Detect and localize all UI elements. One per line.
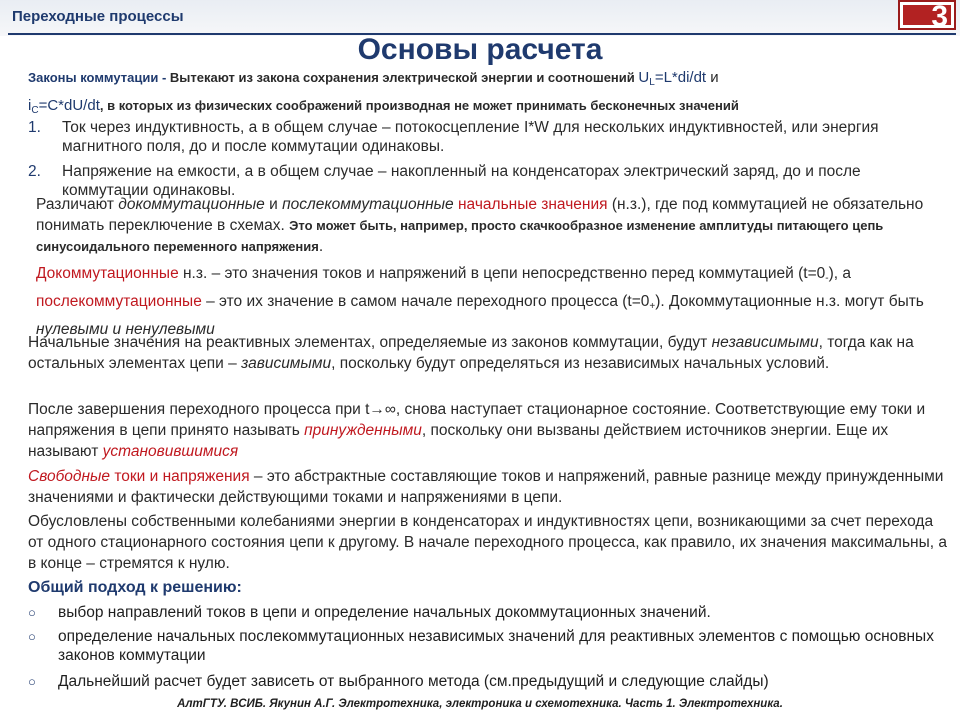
list-item: ○ выбор направлений токов в цепи и определение начальных докоммутационных значений. [28, 604, 711, 621]
list-item: ○ Дальнейший расчет будет зависеть от выбранного метода (см.предыдущий и следующие слайды) [28, 673, 769, 690]
paragraph-free-components: Свободные токи и напряжения – это абстрактные составляющие токов и напряжений, равные разнице между принужденными значениями и фактически действующими токами и напряжениями в цепи. [28, 468, 944, 506]
bullet-icon: ○ [28, 629, 36, 644]
slide-title: Основы расчета [357, 33, 603, 66]
laws-paragraph: Законы коммутации - Вытекают из закона сохранения электрической энергии и соотношений $U_L=L*di/dt$ и $i_C=C*dU/dt$, в которых из физических соображений производная не может принимать бесконечных значений [28, 69, 739, 116]
list-number: 2. [28, 163, 41, 180]
slide-number: 3 [931, 0, 948, 33]
approach-heading: Общий подход к решению: [28, 579, 242, 596]
list-number: 1. [28, 119, 41, 136]
bullet-icon: ○ [28, 605, 36, 620]
laws-term: Законы коммутации [28, 70, 159, 85]
footer: АлтГТУ. ВСИБ. Якунин А.Г. Электротехника, электроника и схемотехника. Часть 1. Электротехника. [177, 698, 783, 710]
list-item: ○ определение начальных послекоммутационных независимых значений для реактивных элементов с помощью основных законов коммутации [28, 628, 934, 664]
list-text: Ток через индуктивность, а в общем случае – потокосцепление I*W для нескольких индуктивностей, или энергия магнитного поля, до и после коммутации одинаковы. [62, 119, 879, 155]
slide-number-badge [898, 0, 956, 33]
bullet-icon: ○ [28, 674, 36, 689]
list-text: Напряжение на емкости, а в общем случае – накопленный на конденсаторах электрический заряд, до и после коммутации одинаковы. [62, 163, 861, 199]
paragraph-oscillations: Обусловлены собственными колебаниями энергии в конденсаторах и индуктивностях цепи, возникающими за счет перехода от одного стационарного состояния цепи к другому. В начале переходного процесса, как правило, их значения максимальны, а в конце – стремятся к нулю. [28, 513, 947, 572]
section-title: Переходные процессы [12, 8, 184, 25]
list-item [28, 118, 930, 158]
paragraph-pre-post: Докоммутационные н.з. – это значения токов и напряжений в цепи непосредственно перед коммутацией $(t=0_-)$, а послекоммутационные – это их значение в самом начале переходного процесса $(t=0_+)$. Докоммутационные н.з. могут быть нулевыми и ненулевыми [36, 265, 924, 338]
paragraph-steady-state: После завершения переходного процесса при t→∞, снова наступает стационарное состояние. Соответствующие ему токи и напряжения в цепи принято называть принужденными, поскольку они вызваны действием источников энергии. Еще их называют установившимися [28, 401, 926, 460]
paragraph-independent: Начальные значения на реактивных элементах, определяемые из законов коммутации, будут независимыми, тогда как на остальных элементах цепи – зависимыми, поскольку будут определяться из независимых начальных условий. [28, 334, 914, 372]
paragraph-initial-values: Различают докоммутационные и послекоммутационные начальные значения (н.з.), где под коммутацией не обязательно понимать переключение в схемах. Это может быть, например, просто скачкообразное изменение амплитуды питающего цепь синусоидального переменного напряжения. [36, 196, 924, 255]
